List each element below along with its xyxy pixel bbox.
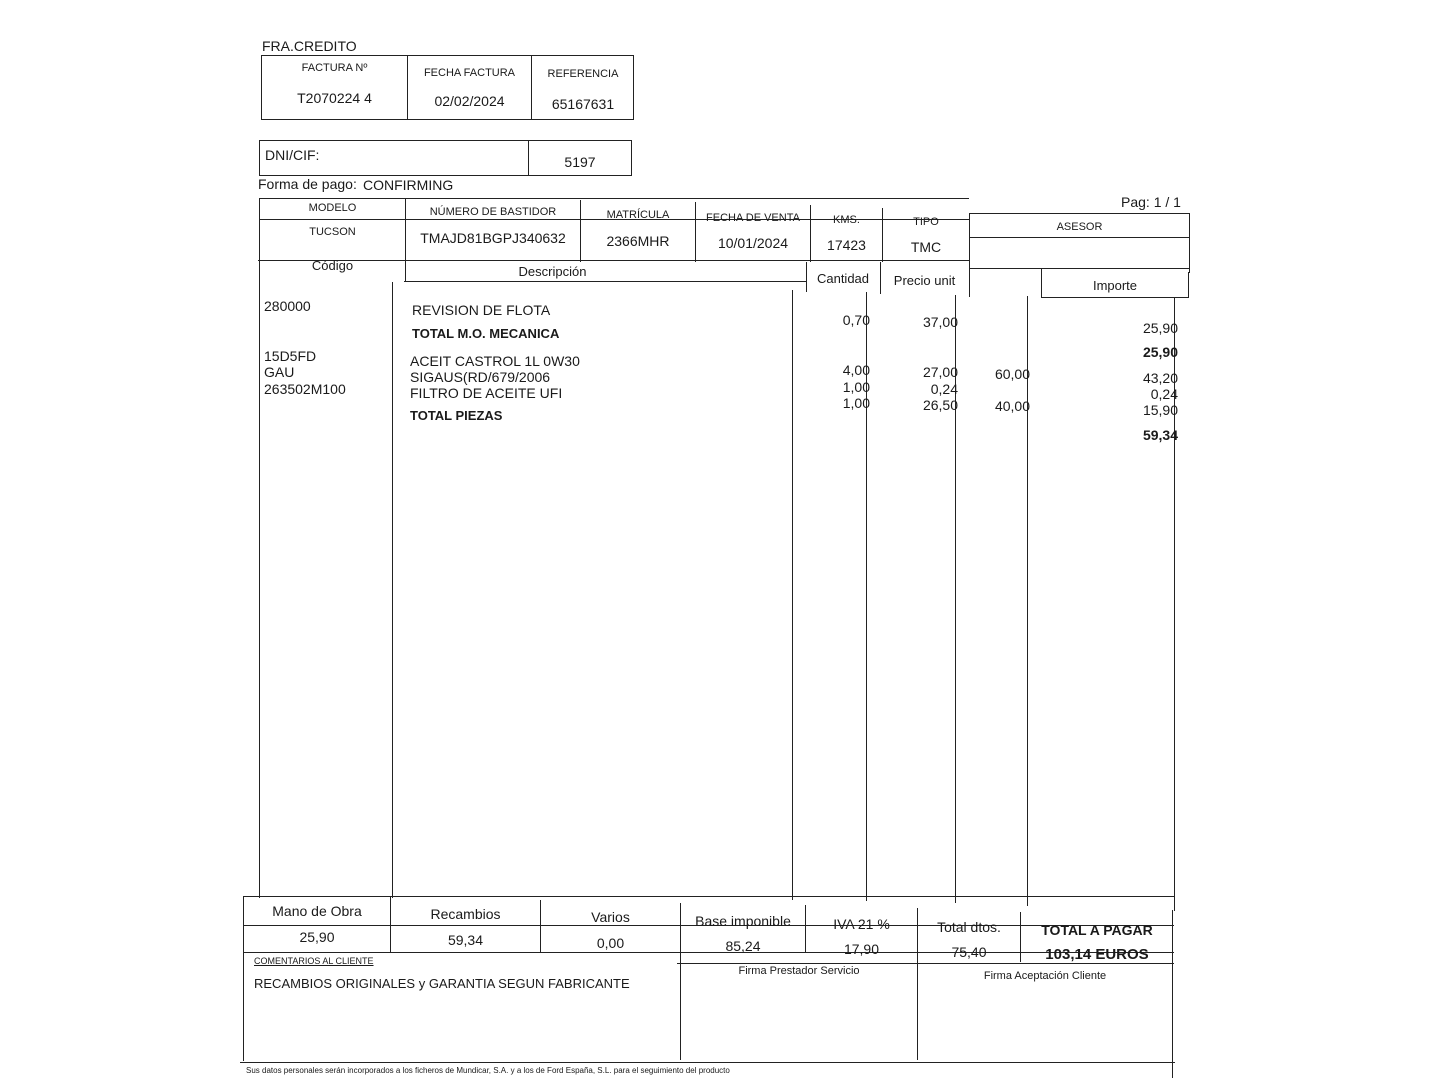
precio-header: Precio unit — [893, 273, 956, 288]
descripcion-header: Descripción — [518, 264, 587, 279]
varios-label: Varios — [591, 909, 630, 925]
line-1-descripcion: REVISION DE FLOTA — [412, 302, 551, 318]
line-4-descripcion: FILTRO DE ACEITE UFI — [410, 385, 563, 401]
line-3-cantidad: 1,00 — [842, 379, 870, 395]
bastidor-label: NÚMERO DE BASTIDOR — [429, 206, 557, 218]
line-4-precio: 26,50 — [922, 397, 958, 413]
fecha-factura-value: 02/02/2024 — [434, 93, 505, 109]
line-4-importe: 15,90 — [1142, 402, 1178, 418]
firma-cliente-label: Firma Aceptación Cliente — [983, 970, 1107, 982]
referencia-label: REFERENCIA — [547, 68, 619, 80]
footer-privacy-notice: Sus datos personales serán incorporados a los ficheros de Mundicar, S.A. y a los de Ford España, S.L. para el seguimiento del producto — [246, 1066, 730, 1075]
modelo-value: TUCSON — [309, 226, 356, 238]
line-2-importe: 43,20 — [1142, 370, 1178, 386]
document-type: FRA.CREDITO — [262, 38, 357, 54]
mano-obra-value: 25,90 — [299, 929, 335, 945]
line-4-dto: 40,00 — [994, 398, 1030, 414]
referencia-value: 65167631 — [551, 96, 615, 112]
iva-label: IVA 21 % — [833, 916, 890, 932]
fecha-venta-label: FECHA DE VENTA — [706, 212, 800, 224]
fecha-factura-label: FECHA FACTURA — [423, 67, 516, 79]
total-mo-importe: 25,90 — [1142, 344, 1178, 360]
comments-text: RECAMBIOS ORIGINALES y GARANTIA SEGUN FABRICANTE — [254, 976, 630, 991]
comments-label: COMENTARIOS AL CLIENTE — [254, 956, 374, 966]
base-imponible-label: Base imponible — [695, 913, 791, 929]
total-pagar-label: TOTAL A PAGAR — [1041, 922, 1153, 938]
asesor-label: ASESOR — [1056, 221, 1103, 233]
line-3-precio: 0,24 — [930, 381, 958, 397]
total-pagar-value: 103,14 EUROS — [1045, 946, 1149, 963]
dni-label: DNI/CIF: — [265, 147, 320, 163]
cantidad-header: Cantidad — [816, 271, 870, 286]
line-1-cantidad: 0,70 — [842, 312, 870, 328]
modelo-label: MODELO — [308, 202, 357, 214]
factura-number: T2070224 4 — [297, 90, 372, 106]
matricula-label: MATRÍCULA — [606, 209, 670, 221]
importe-header: Importe — [1092, 278, 1138, 293]
line-4-codigo: 263502M100 — [264, 381, 346, 397]
forma-pago-value: CONFIRMING — [363, 177, 454, 193]
line-3-codigo: GAU — [264, 364, 295, 380]
tipo-label: TIPO — [913, 216, 939, 228]
line-2-descripcion: ACEIT CASTROL 1L 0W30 — [410, 353, 580, 369]
mano-obra-label: Mano de Obra — [272, 903, 362, 919]
kms-value: 17423 — [827, 237, 866, 253]
firma-prestador-label: Firma Prestador Servicio — [738, 965, 860, 977]
factura-label: FACTURA Nº — [301, 62, 368, 74]
bastidor-value: TMAJD81BGPJ340632 — [420, 230, 566, 246]
total-dtos-value: 75,40 — [951, 944, 987, 960]
total-piezas-importe: 59,34 — [1142, 427, 1178, 443]
line-2-dto: 60,00 — [994, 366, 1030, 382]
line-2-codigo: 15D5FD — [264, 348, 317, 364]
page-number: Pag: 1 / 1 — [1121, 194, 1181, 210]
varios-value: 0,00 — [596, 935, 625, 951]
recambios-label: Recambios — [430, 906, 501, 922]
fecha-venta-value: 10/01/2024 — [717, 235, 789, 251]
line-3-descripcion: SIGAUS(RD/679/2006 — [410, 369, 551, 385]
total-dtos-label: Total dtos. — [937, 919, 1001, 935]
forma-pago-label: Forma de pago: — [258, 176, 357, 192]
line-2-cantidad: 4,00 — [842, 362, 870, 378]
line-3-importe: 0,24 — [1150, 386, 1178, 402]
base-imponible-value: 85,24 — [725, 938, 761, 954]
codigo-header: Código — [311, 258, 354, 273]
line-2-precio: 27,00 — [922, 364, 958, 380]
dni-value: 5197 — [564, 154, 596, 170]
iva-value: 17,90 — [843, 941, 880, 957]
total-mo-label: TOTAL M.O. MECANICA — [412, 326, 560, 341]
line-1-precio: 37,00 — [922, 314, 958, 330]
recambios-value: 59,34 — [447, 932, 484, 948]
line-4-cantidad: 1,00 — [842, 395, 870, 411]
tipo-value: TMC — [910, 239, 942, 255]
matricula-value: 2366MHR — [606, 233, 670, 249]
line-1-codigo: 280000 — [264, 298, 311, 314]
kms-label: KMS. — [833, 214, 860, 226]
line-1-importe: 25,90 — [1142, 320, 1178, 336]
total-piezas-label: TOTAL PIEZAS — [410, 408, 503, 423]
